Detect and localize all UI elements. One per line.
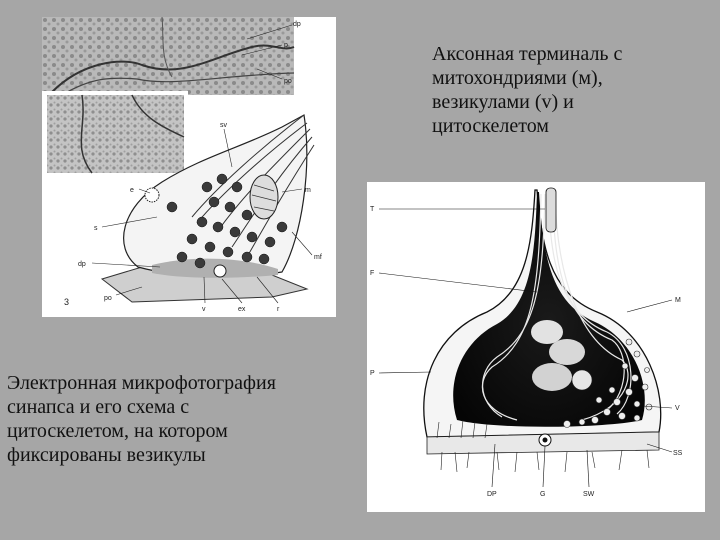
mitochondrion [532,363,572,391]
axon-terminal-drawing [367,182,705,512]
label-P: P [370,370,375,377]
label-s: s [94,225,98,232]
right-figure-panel [367,182,705,512]
label-r: r [277,306,280,313]
label-ex: ex [238,306,246,313]
label-sv: sv [220,122,227,129]
label-V: V [675,405,680,412]
synapse-schema-drawing [42,17,336,317]
left-figure-panel [42,17,336,317]
mitochondrion [549,339,585,365]
label-G: G [540,491,546,498]
label-DP: DP [487,491,497,498]
label-mf: mf [314,254,322,261]
label-po-top: po [284,78,292,85]
caption-electron-micrograph: Электронная микрофотография синапса и его схема с цитоскелетом, на котором фиксированы везикулы [7,372,276,466]
label-dp-top: dp [293,21,301,28]
label-M: M [675,297,681,304]
micrograph-top [42,17,294,95]
label-v: v [202,306,206,313]
label-SW: SW [583,491,595,498]
caption-axon-terminal: Аксонная терминаль с митохондриями (м), везикулами (v) и цитоскелетом [432,43,623,137]
label-m: m [305,187,311,194]
panel-number: 3 [64,297,70,307]
label-p-top: p [284,42,288,49]
label-e: e [130,187,134,194]
micrograph-inset [42,91,188,177]
label-F: F [370,270,375,277]
mitochondrion [531,320,563,344]
label-SS: SS [673,450,683,457]
label-T: T [370,206,375,213]
label-dp: dp [78,261,86,268]
label-po: po [104,295,112,302]
